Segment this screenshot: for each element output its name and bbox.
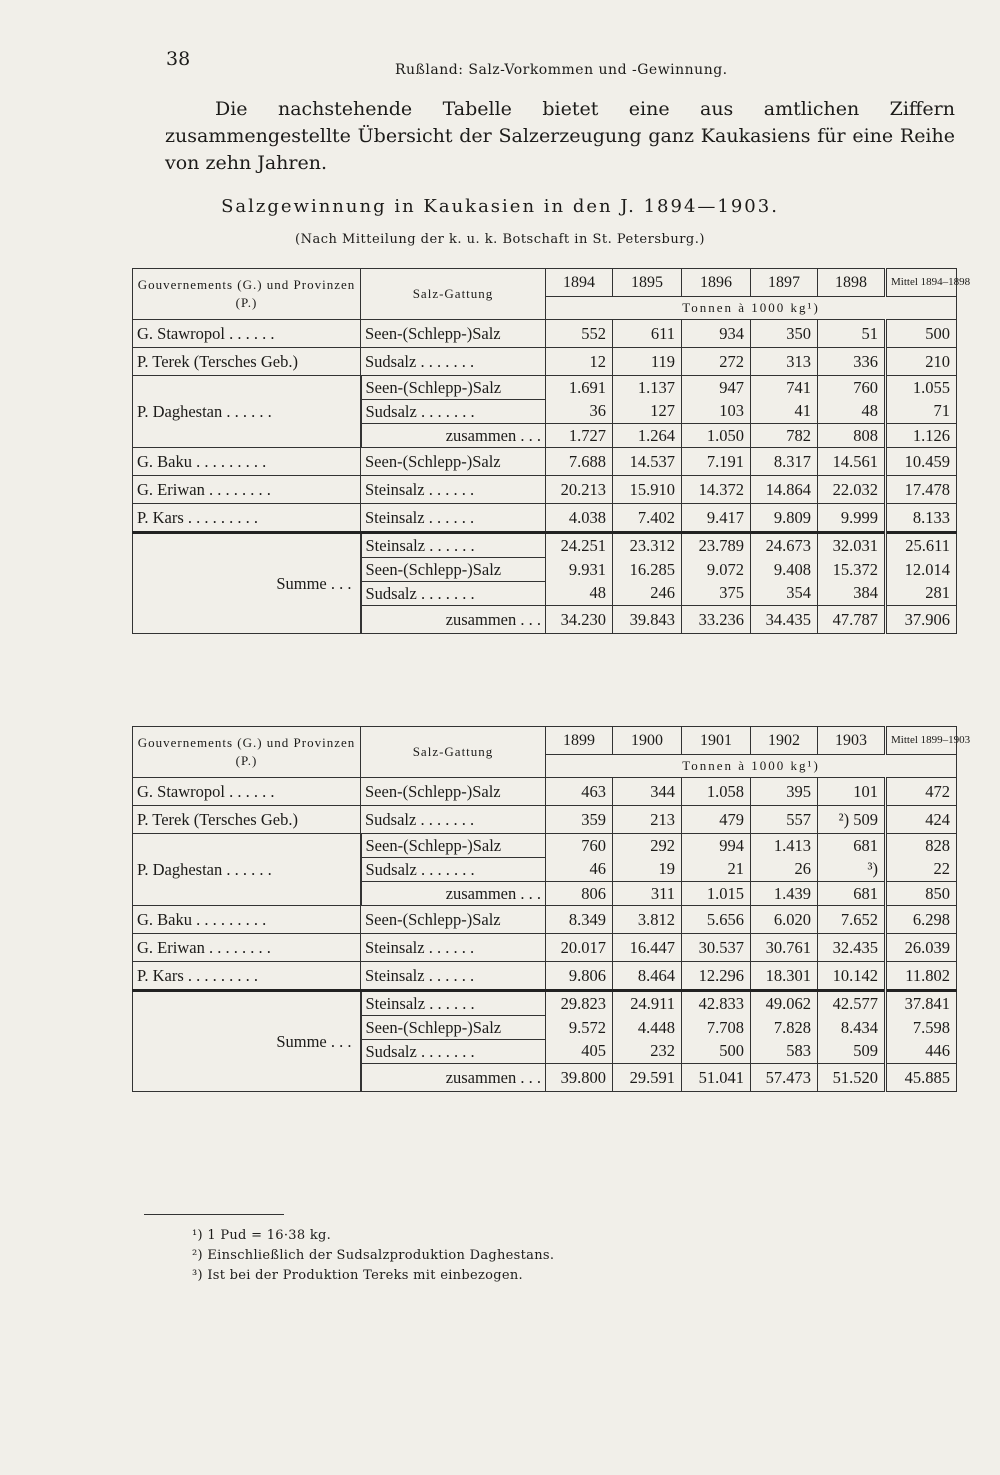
value-cell: 30.761 [751, 934, 818, 962]
value-cell: 103 [682, 400, 751, 424]
value-cell: 39.800 [546, 1064, 613, 1092]
table-row [133, 962, 957, 991]
value-cell: 583 [751, 1040, 818, 1064]
header-mean: Mittel 1894–1898 [886, 269, 957, 297]
mean-cell: 45.885 [886, 1064, 957, 1092]
running-head: Rußland: Salz-Vorkommen und -Gewinnung. [395, 62, 728, 78]
value-cell: 9.809 [751, 504, 818, 533]
value-cell: 292 [613, 834, 682, 858]
mean-cell: 1.126 [886, 424, 957, 448]
footnotes [192, 1226, 554, 1286]
value-cell: 1.264 [613, 424, 682, 448]
province-cell: G. Stawropol . . . . . . [133, 320, 361, 348]
header-year: 1898 [818, 269, 886, 297]
table-row [133, 448, 957, 476]
salt-type-cell: Steinsalz . . . . . . [361, 991, 546, 1016]
salt-type-cell: Sudsalz . . . . . . . [361, 806, 546, 834]
table-row [133, 320, 957, 348]
value-cell: 48 [818, 400, 886, 424]
table-row [133, 778, 957, 806]
value-cell: 101 [818, 778, 886, 806]
province-cell: G. Eriwan . . . . . . . . [133, 476, 361, 504]
value-cell: 344 [613, 778, 682, 806]
value-cell: 782 [751, 424, 818, 448]
mean-cell: 22 [886, 858, 957, 882]
table-row [133, 348, 957, 376]
salt-type-cell: Steinsalz . . . . . . [361, 934, 546, 962]
salt-type-cell: Sudsalz . . . . . . . [361, 858, 546, 882]
value-cell: 51.520 [818, 1064, 886, 1092]
value-cell: 18.301 [751, 962, 818, 991]
value-cell: 8.464 [613, 962, 682, 991]
header-year: 1897 [751, 269, 818, 297]
mean-cell: 500 [886, 320, 957, 348]
salt-type-cell: Seen-(Schlepp-)Salz [361, 320, 546, 348]
value-cell: 57.473 [751, 1064, 818, 1092]
value-cell: 33.236 [682, 606, 751, 634]
value-cell: 16.285 [613, 558, 682, 582]
salt-table-1894-1898 [132, 268, 971, 634]
value-cell: 463 [546, 778, 613, 806]
value-cell: 14.561 [818, 448, 886, 476]
value-cell: 7.402 [613, 504, 682, 533]
value-cell: 7.708 [682, 1016, 751, 1040]
salt-type-cell: Seen-(Schlepp-)Salz [361, 834, 546, 858]
value-cell: 48 [546, 582, 613, 606]
table-row [133, 476, 957, 504]
table-title: Salzgewinnung in Kaukasien in den J. 1894—1903. [221, 196, 779, 217]
value-cell: 395 [751, 778, 818, 806]
salt-type-cell: Sudsalz . . . . . . . [361, 400, 546, 424]
value-cell: 354 [751, 582, 818, 606]
mean-cell: 71 [886, 400, 957, 424]
header-year: 1900 [613, 727, 682, 755]
salt-type-cell: Seen-(Schlepp-)Salz [361, 558, 546, 582]
value-cell: 7.688 [546, 448, 613, 476]
mean-cell: 37.906 [886, 606, 957, 634]
value-cell: 9.806 [546, 962, 613, 991]
footnote-2: ²) Einschließlich der Sudsalzproduktion Daghestans. [192, 1248, 555, 1263]
value-cell: 350 [751, 320, 818, 348]
value-cell: 46 [546, 858, 613, 882]
mean-cell: 1.055 [886, 376, 957, 400]
mean-cell: 850 [886, 882, 957, 906]
value-cell: 7.652 [818, 906, 886, 934]
value-cell: 39.843 [613, 606, 682, 634]
mean-cell: 37.841 [886, 991, 957, 1016]
value-cell: 8.349 [546, 906, 613, 934]
value-cell: 509 [818, 1040, 886, 1064]
value-cell: 681 [818, 882, 886, 906]
value-cell: 552 [546, 320, 613, 348]
salt-type-cell: Seen-(Schlepp-)Salz [361, 778, 546, 806]
province-cell: G. Baku . . . . . . . . . [133, 906, 361, 934]
value-cell: 24.673 [751, 533, 818, 558]
value-cell: ²) 509 [818, 806, 886, 834]
value-cell: 14.372 [682, 476, 751, 504]
value-cell: 26 [751, 858, 818, 882]
value-cell: 760 [546, 834, 613, 858]
value-cell: 12.296 [682, 962, 751, 991]
salt-table-1899-1903 [132, 726, 971, 1092]
header-province: Gouvernements (G.) und Provinzen (P.) [133, 727, 361, 778]
value-cell: 7.828 [751, 1016, 818, 1040]
value-cell: 41 [751, 400, 818, 424]
value-cell: 760 [818, 376, 886, 400]
value-cell: 3.812 [613, 906, 682, 934]
mean-cell: 25.611 [886, 533, 957, 558]
intro-paragraph: Die nachstehende Tabelle bietet eine aus amtlichen Ziffern zusammengestellte Übersicht der Salzerzeugung ganz Kaukasiens für eine Reihe von zehn Jahren. [165, 98, 955, 174]
value-cell: 741 [751, 376, 818, 400]
province-cell: P. Kars . . . . . . . . . [133, 962, 361, 991]
value-cell: 934 [682, 320, 751, 348]
value-cell: 246 [613, 582, 682, 606]
mean-cell: 446 [886, 1040, 957, 1064]
value-cell: 611 [613, 320, 682, 348]
value-cell: 14.537 [613, 448, 682, 476]
salt-type-cell: Seen-(Schlepp-)Salz [361, 448, 546, 476]
value-cell: 23.789 [682, 533, 751, 558]
salt-type-cell: zusammen . . . [361, 606, 546, 634]
value-cell: 20.213 [546, 476, 613, 504]
value-cell: 36 [546, 400, 613, 424]
value-cell: 336 [818, 348, 886, 376]
value-cell: 375 [682, 582, 751, 606]
header-year: 1903 [818, 727, 886, 755]
value-cell: 359 [546, 806, 613, 834]
header-year: 1894 [546, 269, 613, 297]
sum-row [133, 533, 957, 558]
header-year: 1895 [613, 269, 682, 297]
province-cell: P. Kars . . . . . . . . . [133, 504, 361, 533]
header-mean: Mittel 1899–1903 [886, 727, 957, 755]
value-cell: 9.072 [682, 558, 751, 582]
value-cell: 29.823 [546, 991, 613, 1016]
sum-row [133, 991, 957, 1016]
value-cell: 9.931 [546, 558, 613, 582]
value-cell: 384 [818, 582, 886, 606]
value-cell: 311 [613, 882, 682, 906]
salt-type-cell: zusammen . . . [361, 424, 546, 448]
value-cell: 42.577 [818, 991, 886, 1016]
value-cell: 9.999 [818, 504, 886, 533]
value-cell: 1.439 [751, 882, 818, 906]
value-cell: 32.031 [818, 533, 886, 558]
sum-label: Summe . . . [133, 991, 361, 1092]
value-cell: 51.041 [682, 1064, 751, 1092]
header-salt-type: Salz-Gattung [361, 269, 546, 320]
mean-cell: 424 [886, 806, 957, 834]
value-cell: 10.142 [818, 962, 886, 991]
value-cell: 15.372 [818, 558, 886, 582]
value-cell: 4.448 [613, 1016, 682, 1040]
page-number: 38 [166, 48, 191, 70]
value-cell: 119 [613, 348, 682, 376]
salt-type-cell: Seen-(Schlepp-)Salz [361, 376, 546, 400]
mean-cell: 17.478 [886, 476, 957, 504]
value-cell: ³) [818, 858, 886, 882]
salt-type-cell: zusammen . . . [361, 882, 546, 906]
footnote-1: ¹) 1 Pud = 16·38 kg. [192, 1228, 332, 1243]
mean-cell: 11.802 [886, 962, 957, 991]
salt-type-cell: Steinsalz . . . . . . [361, 533, 546, 558]
header-year: 1899 [546, 727, 613, 755]
mean-cell: 828 [886, 834, 957, 858]
province-cell: P. Terek (Tersches Geb.) [133, 806, 361, 834]
mean-cell: 8.133 [886, 504, 957, 533]
value-cell: 1.691 [546, 376, 613, 400]
footnote-divider [144, 1214, 284, 1215]
header-year: 1896 [682, 269, 751, 297]
value-cell: 7.191 [682, 448, 751, 476]
value-cell: 12 [546, 348, 613, 376]
value-cell: 32.435 [818, 934, 886, 962]
province-cell: G. Baku . . . . . . . . . [133, 448, 361, 476]
table-row [133, 834, 957, 858]
value-cell: 127 [613, 400, 682, 424]
salt-type-cell: Seen-(Schlepp-)Salz [361, 906, 546, 934]
value-cell: 8.317 [751, 448, 818, 476]
mean-cell: 12.014 [886, 558, 957, 582]
province-cell: P. Daghestan . . . . . . [133, 376, 361, 448]
value-cell: 30.537 [682, 934, 751, 962]
salt-type-cell: Steinsalz . . . . . . [361, 962, 546, 991]
mean-cell: 26.039 [886, 934, 957, 962]
value-cell: 808 [818, 424, 886, 448]
salt-type-cell: Steinsalz . . . . . . [361, 476, 546, 504]
value-cell: 1.050 [682, 424, 751, 448]
value-cell: 16.447 [613, 934, 682, 962]
footnote-3: ³) Ist bei der Produktion Tereks mit einbezogen. [192, 1268, 523, 1283]
unit-label: Tonnen à 1000 kg¹) [546, 755, 957, 778]
value-cell: 23.312 [613, 533, 682, 558]
table-row [133, 906, 957, 934]
value-cell: 47.787 [818, 606, 886, 634]
value-cell: 1.727 [546, 424, 613, 448]
salt-type-cell: Sudsalz . . . . . . . [361, 1040, 546, 1064]
value-cell: 213 [613, 806, 682, 834]
mean-cell: 6.298 [886, 906, 957, 934]
value-cell: 42.833 [682, 991, 751, 1016]
value-cell: 20.017 [546, 934, 613, 962]
value-cell: 24.251 [546, 533, 613, 558]
value-cell: 1.137 [613, 376, 682, 400]
mean-cell: 7.598 [886, 1016, 957, 1040]
value-cell: 34.435 [751, 606, 818, 634]
value-cell: 313 [751, 348, 818, 376]
value-cell: 9.417 [682, 504, 751, 533]
table-row [133, 934, 957, 962]
salt-type-cell: Seen-(Schlepp-)Salz [361, 1016, 546, 1040]
value-cell: 15.910 [613, 476, 682, 504]
province-cell: G. Eriwan . . . . . . . . [133, 934, 361, 962]
mean-cell: 281 [886, 582, 957, 606]
table-row [133, 504, 957, 533]
value-cell: 9.572 [546, 1016, 613, 1040]
value-cell: 557 [751, 806, 818, 834]
value-cell: 405 [546, 1040, 613, 1064]
salt-type-cell: Sudsalz . . . . . . . [361, 348, 546, 376]
value-cell: 29.591 [613, 1064, 682, 1092]
value-cell: 8.434 [818, 1016, 886, 1040]
value-cell: 1.058 [682, 778, 751, 806]
salt-type-cell: zusammen . . . [361, 1064, 546, 1092]
mean-cell: 472 [886, 778, 957, 806]
value-cell: 24.911 [613, 991, 682, 1016]
value-cell: 19 [613, 858, 682, 882]
value-cell: 14.864 [751, 476, 818, 504]
value-cell: 49.062 [751, 991, 818, 1016]
value-cell: 6.020 [751, 906, 818, 934]
header-salt-type: Salz-Gattung [361, 727, 546, 778]
value-cell: 22.032 [818, 476, 886, 504]
province-cell: G. Stawropol . . . . . . [133, 778, 361, 806]
value-cell: 9.408 [751, 558, 818, 582]
mean-cell: 210 [886, 348, 957, 376]
value-cell: 500 [682, 1040, 751, 1064]
value-cell: 994 [682, 834, 751, 858]
value-cell: 34.230 [546, 606, 613, 634]
header-province: Gouvernements (G.) und Provinzen (P.) [133, 269, 361, 320]
header-year: 1901 [682, 727, 751, 755]
value-cell: 21 [682, 858, 751, 882]
salt-type-cell: Sudsalz . . . . . . . [361, 582, 546, 606]
value-cell: 947 [682, 376, 751, 400]
value-cell: 51 [818, 320, 886, 348]
table-row [133, 376, 957, 400]
value-cell: 479 [682, 806, 751, 834]
value-cell: 5.656 [682, 906, 751, 934]
unit-label: Tonnen à 1000 kg¹) [546, 297, 957, 320]
table-subtitle: (Nach Mitteilung der k. u. k. Botschaft in St. Petersburg.) [295, 232, 705, 247]
sum-label: Summe . . . [133, 533, 361, 634]
value-cell: 1.413 [751, 834, 818, 858]
header-year: 1902 [751, 727, 818, 755]
province-cell: P. Daghestan . . . . . . [133, 834, 361, 906]
value-cell: 1.015 [682, 882, 751, 906]
value-cell: 806 [546, 882, 613, 906]
value-cell: 232 [613, 1040, 682, 1064]
value-cell: 4.038 [546, 504, 613, 533]
value-cell: 681 [818, 834, 886, 858]
table-row [133, 806, 957, 834]
province-cell: P. Terek (Tersches Geb.) [133, 348, 361, 376]
mean-cell: 10.459 [886, 448, 957, 476]
value-cell: 272 [682, 348, 751, 376]
salt-type-cell: Steinsalz . . . . . . [361, 504, 546, 533]
